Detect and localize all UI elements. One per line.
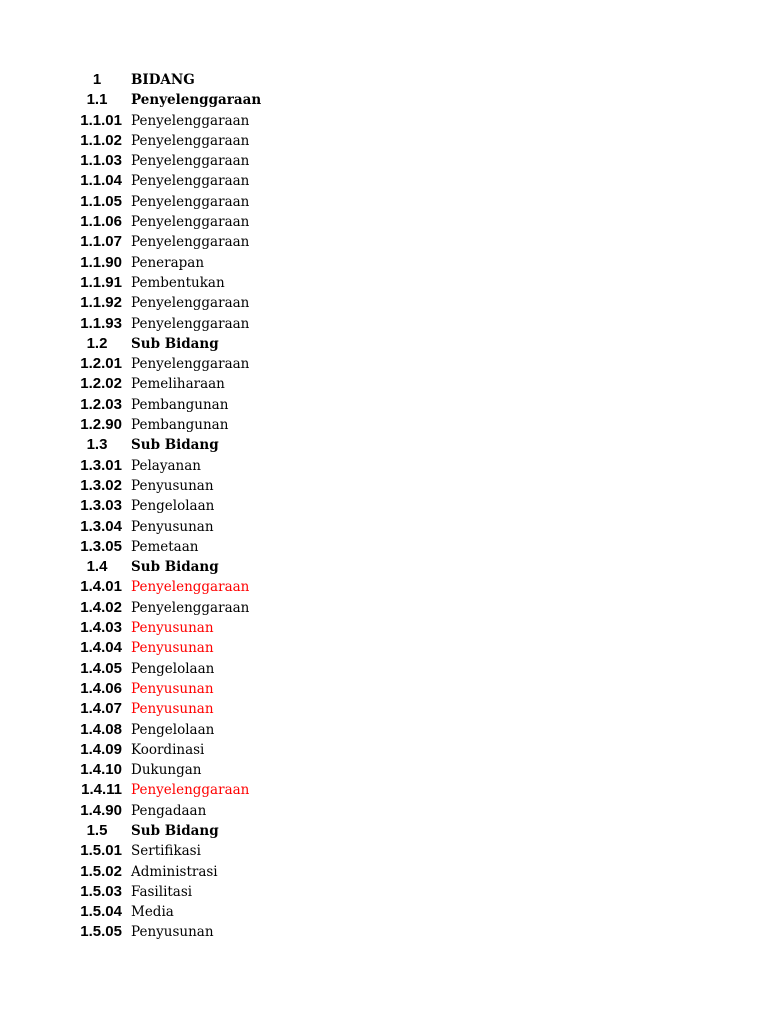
row-code: 1.2	[86, 334, 108, 352]
table-row	[0, 720, 768, 740]
row-name: Dukungan	[131, 762, 202, 779]
row-name: Sub Bidang	[131, 437, 219, 454]
row-code: 1.5.05	[80, 923, 122, 941]
row-name: Fasilitasi	[131, 883, 193, 900]
spreadsheet-table	[0, 70, 768, 943]
table-row	[0, 293, 768, 313]
table-row	[0, 577, 768, 597]
table-row	[0, 740, 768, 760]
table-row	[0, 862, 768, 882]
row-name: Penyusunan	[131, 701, 214, 718]
row-code: 1.3.05	[80, 537, 122, 555]
table-row	[0, 517, 768, 537]
row-name: Pengelolaan	[131, 660, 215, 677]
table-row	[0, 557, 768, 577]
row-name: BIDANG	[131, 72, 195, 88]
table-row	[0, 253, 768, 273]
row-name: Pengadaan	[131, 802, 207, 819]
row-name: Penyelenggaraan	[131, 295, 250, 312]
row-name: Administrasi	[131, 863, 218, 880]
row-name: Media	[131, 904, 174, 921]
row-name: Pemeliharaan	[131, 376, 225, 393]
table-row	[0, 476, 768, 496]
row-code: 1.1.03	[80, 152, 122, 170]
table-row	[0, 415, 768, 435]
row-code: 1.4.03	[80, 619, 122, 637]
row-name: Penyelenggaraan	[131, 782, 250, 799]
row-code: 1.3.02	[80, 476, 122, 494]
row-code: 1.1.90	[80, 253, 122, 271]
row-name: Penyelenggaraan	[131, 173, 250, 190]
row-name: Penyelenggaraan	[131, 579, 250, 596]
table-row	[0, 760, 768, 780]
row-code: 1.3.01	[80, 456, 122, 474]
row-name: Penyusunan	[131, 620, 214, 637]
row-code: 1.1.93	[80, 314, 122, 332]
row-name: Sub Bidang	[131, 822, 219, 839]
table-row	[0, 435, 768, 455]
table-row	[0, 192, 768, 212]
row-name: Pengelolaan	[131, 721, 215, 738]
row-code: 1.3	[86, 436, 108, 454]
table-row	[0, 212, 768, 232]
row-name: Penyusunan	[131, 518, 214, 535]
table-row	[0, 780, 768, 800]
row-name: Pembangunan	[131, 396, 229, 413]
row-code: 1.5.03	[80, 882, 122, 900]
table-row	[0, 659, 768, 679]
row-code: 1.5.04	[80, 903, 122, 921]
row-name: Penyelenggaraan	[131, 112, 250, 129]
row-code: 1.1.92	[80, 294, 122, 312]
table-row	[0, 618, 768, 638]
row-code: 1.4.10	[80, 761, 122, 779]
row-code: 1.5.01	[80, 842, 122, 860]
table-row	[0, 456, 768, 476]
table-row	[0, 131, 768, 151]
table-row	[0, 882, 768, 902]
row-name: Pelayanan	[131, 457, 201, 474]
table-row	[0, 354, 768, 374]
table-row	[0, 841, 768, 861]
row-code: 1.4.05	[80, 659, 122, 677]
table-row	[0, 111, 768, 131]
row-code: 1.1.04	[80, 172, 122, 190]
table-row	[0, 679, 768, 699]
row-code: 1.4.04	[80, 639, 122, 657]
row-code: 1.4.11	[81, 781, 122, 799]
table-row	[0, 598, 768, 618]
table-row	[0, 638, 768, 658]
row-code: 1.3.04	[80, 517, 122, 535]
table-row	[0, 171, 768, 191]
table-row	[0, 801, 768, 821]
row-code: 1.4.09	[80, 740, 122, 758]
row-name: Penyelenggaraan	[131, 315, 250, 332]
table-row	[0, 537, 768, 557]
row-name: Pemetaan	[131, 538, 199, 555]
table-row	[0, 90, 768, 110]
table-row	[0, 395, 768, 415]
row-code: 1	[92, 71, 102, 88]
row-name: Penyusunan	[131, 924, 214, 941]
row-code: 1.1.06	[80, 213, 122, 231]
row-code: 1.2.01	[80, 355, 122, 373]
row-code: 1.2.02	[80, 375, 122, 393]
row-code: 1.4.07	[80, 700, 122, 718]
row-code: 1.1.07	[80, 233, 122, 251]
row-code: 1.2.90	[80, 416, 122, 434]
table-row	[0, 314, 768, 334]
row-name: Pengelolaan	[131, 498, 215, 515]
table-row	[0, 374, 768, 394]
row-name: Penerapan	[131, 254, 205, 271]
row-name: Penyelenggaraan	[131, 599, 250, 616]
row-code: 1.5	[86, 821, 108, 839]
row-name: Penyusunan	[131, 477, 214, 494]
row-code: 1.1.01	[80, 111, 122, 129]
table-row	[0, 232, 768, 252]
row-code: 1.2.03	[80, 395, 122, 413]
row-name: Koordinasi	[131, 741, 205, 758]
row-name: Penyusunan	[131, 680, 214, 697]
table-row	[0, 922, 768, 942]
row-code: 1.4.06	[80, 679, 122, 697]
row-name: Penyelenggaraan	[131, 356, 250, 373]
table-row	[0, 496, 768, 516]
table-row	[0, 273, 768, 293]
row-code: 1.4.01	[80, 578, 122, 596]
row-name: Sertifikasi	[131, 843, 201, 860]
row-name: Penyusunan	[131, 640, 214, 657]
table-row	[0, 151, 768, 171]
row-name: Pembentukan	[131, 274, 225, 291]
row-name: Penyelenggaraan	[131, 214, 250, 231]
row-code: 1.1.02	[80, 131, 122, 149]
row-code: 1.4.08	[80, 720, 122, 738]
table-row	[0, 334, 768, 354]
row-name: Penyelenggaraan	[131, 132, 250, 149]
row-name: Pembangunan	[131, 417, 229, 434]
table-row	[0, 902, 768, 922]
row-name: Penyelenggaraan	[131, 153, 250, 170]
row-code: 1.4.02	[80, 598, 122, 616]
row-code: 1.4.90	[80, 801, 122, 819]
row-name: Penyelenggaraan	[131, 92, 262, 109]
row-code: 1.3.03	[80, 497, 122, 515]
row-code: 1.5.02	[80, 862, 122, 880]
row-code: 1.1	[86, 91, 108, 109]
row-code: 1.1.05	[80, 192, 122, 210]
row-name: Sub Bidang	[131, 559, 219, 576]
table-row	[0, 699, 768, 719]
row-code: 1.4	[86, 558, 108, 576]
table-row	[0, 70, 768, 90]
row-code: 1.1.91	[80, 273, 122, 291]
row-name: Penyelenggaraan	[131, 234, 250, 251]
row-name: Penyelenggaraan	[131, 193, 250, 210]
table-row	[0, 821, 768, 841]
row-name: Sub Bidang	[131, 335, 219, 352]
